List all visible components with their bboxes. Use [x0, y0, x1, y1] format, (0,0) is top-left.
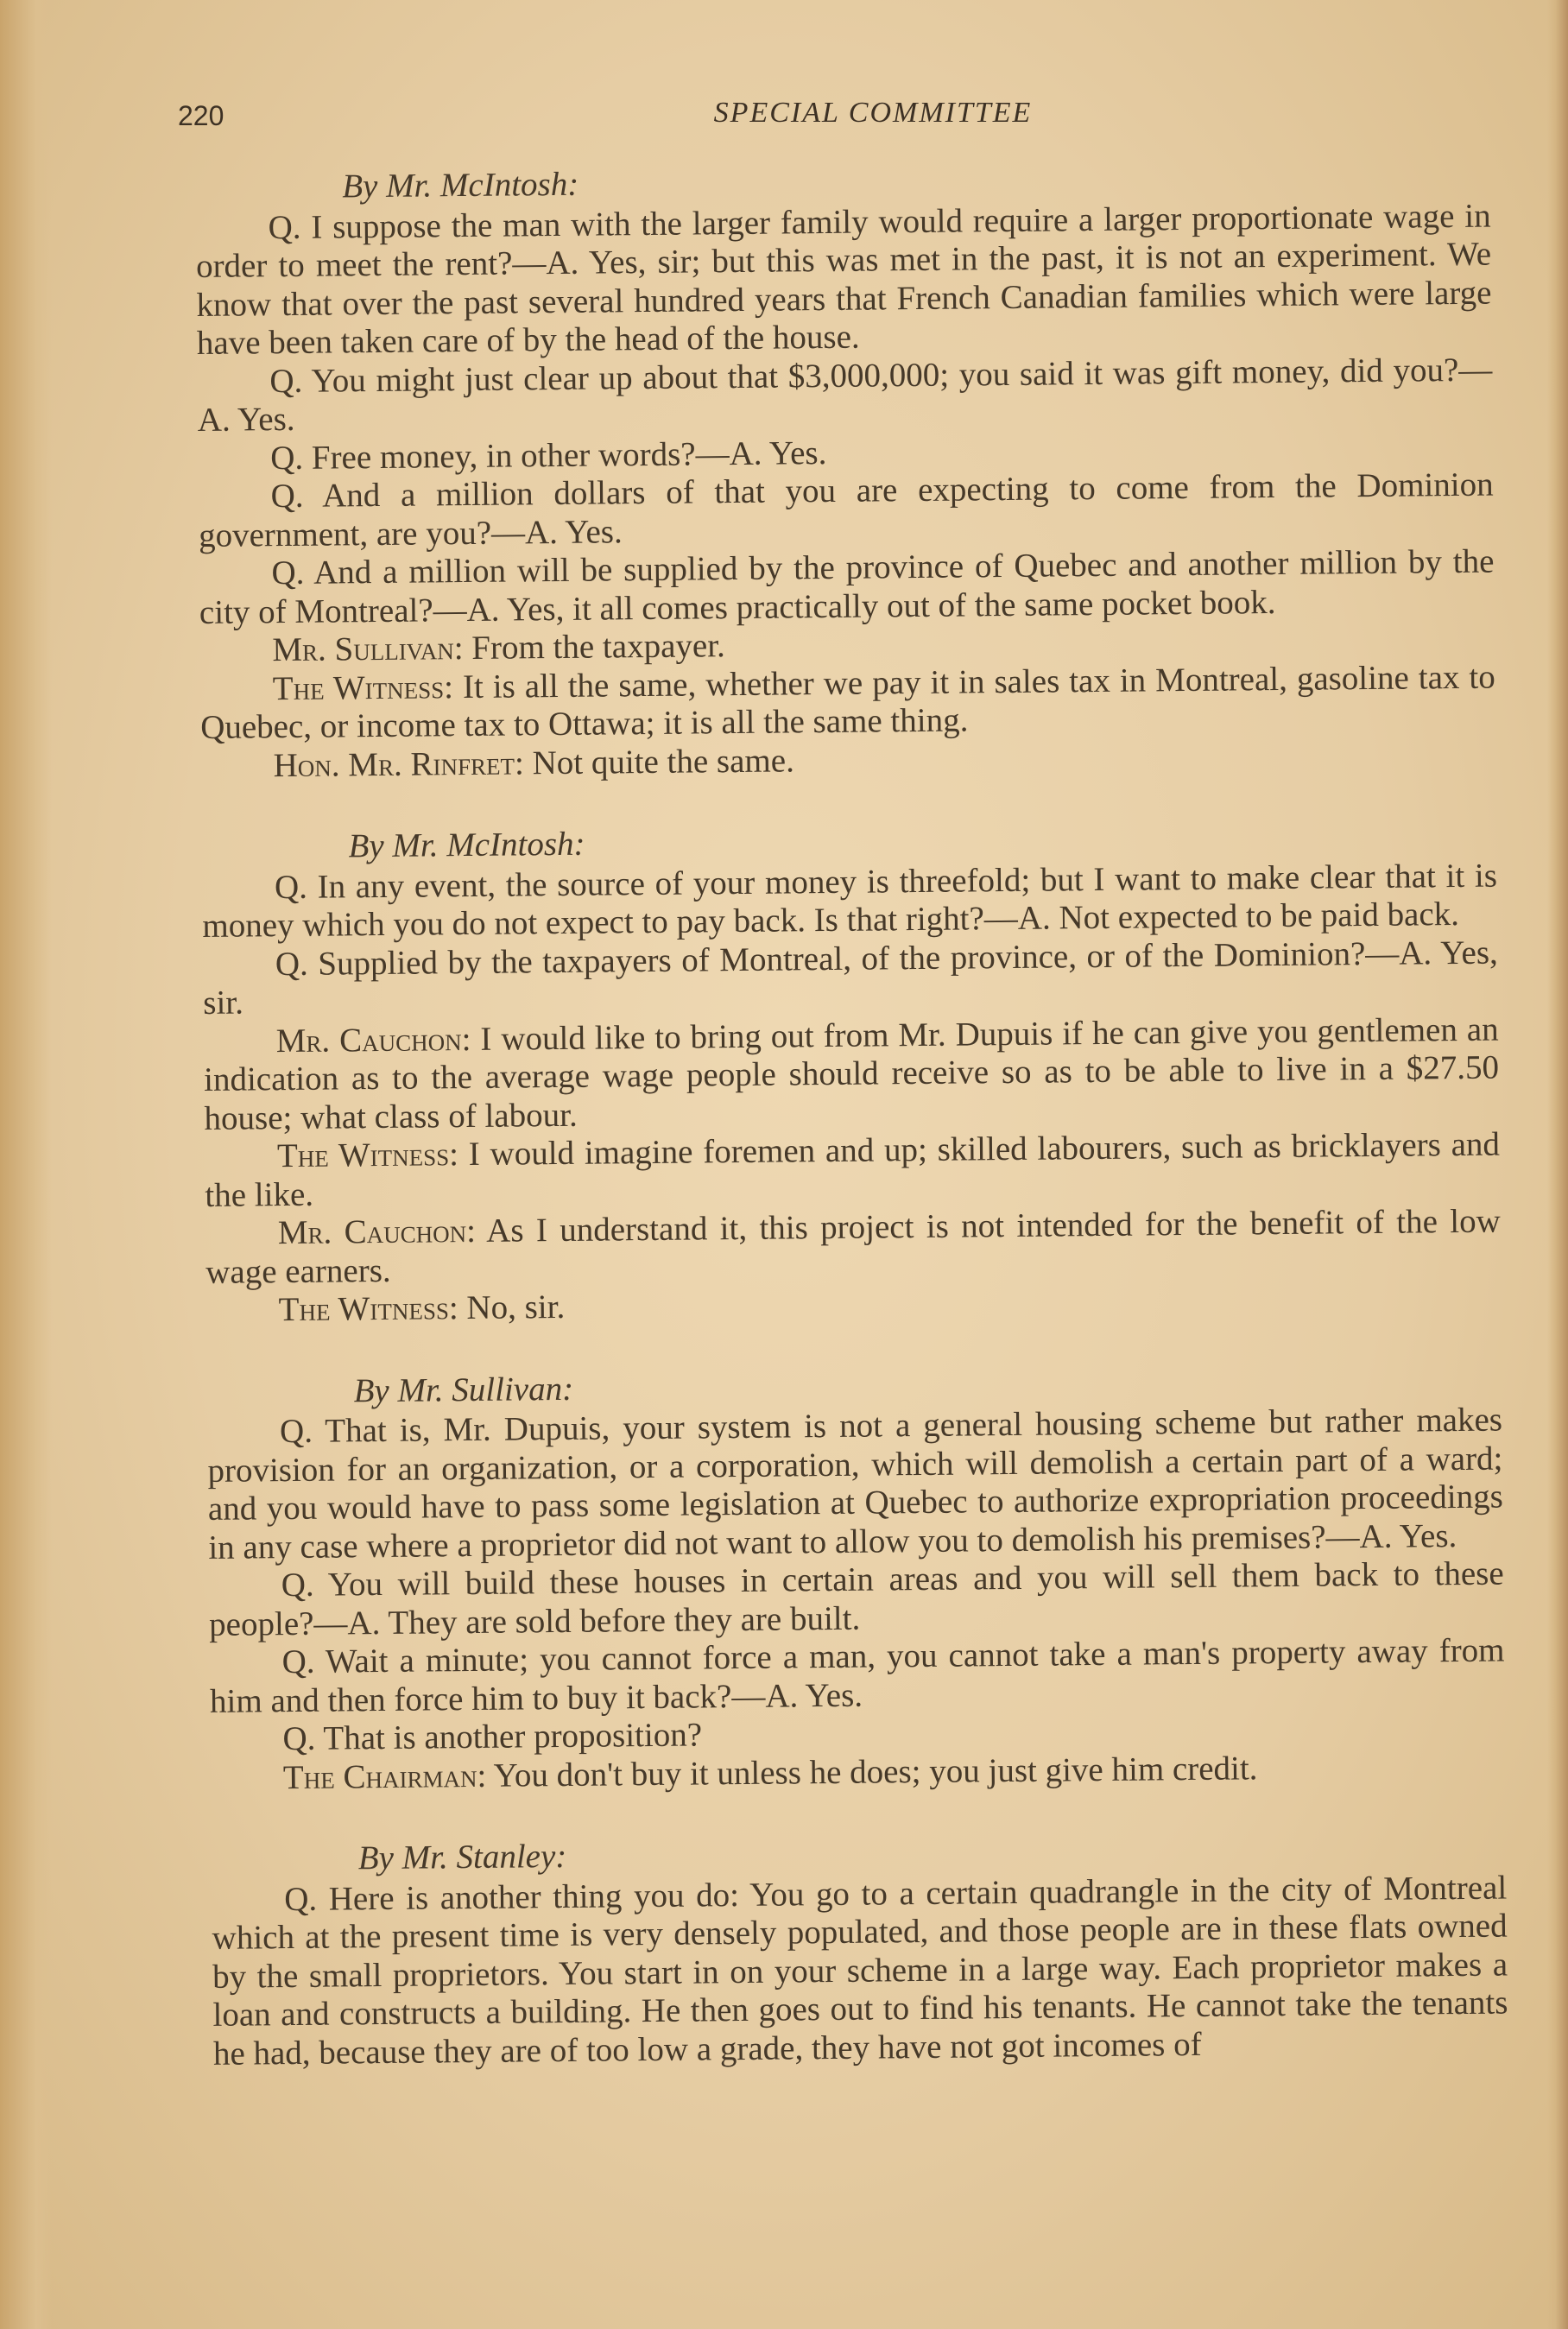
transcript-paragraph: The Chairman: You don't buy it unless he does; you just give him credit.: [282, 1749, 1258, 1796]
running-title: SPECIAL COMMITTEE: [713, 97, 1033, 129]
speaker-name: The Witness:: [278, 1289, 458, 1329]
section-heading: By Mr. McIntosh:: [341, 165, 579, 206]
section-heading: By Mr. Sullivan:: [353, 1370, 574, 1409]
transcript-paragraph: Q. In any event, the source of your money is threefold; but I want to make clear that it is money which you do not expect to pay back. Is that right?—A. Not expected to be paid back.: [202, 857, 1498, 945]
transcript-paragraph: The Witness: No, sir.: [278, 1288, 566, 1329]
transcript-paragraph: The Witness: It is all the same, whether we pay it in sales tax in Montreal, gasoline tax to Quebec, or income tax to Ottawa; it is all the same thing.: [199, 658, 1495, 746]
transcript-paragraph: Q. Here is another thing you do: You go to a certain quadrangle in the city of Montreal which at the present time is very densely populated, and those people are in these flats owned by the small proprietors. You start in on your scheme in a large way. Each proprietor makes a loan and constructs a building. He then goes out to find his tenants. He cannot take the tenants he had, because they are of too low a grade, they have not got incomes of: [212, 1869, 1508, 2073]
page-right-edge: [1547, 0, 1568, 2329]
transcript-paragraph: Q. Supplied by the taxpayers of Montreal, of the province, or of the Dominion?—A. Yes, sir.: [203, 933, 1498, 1022]
transcript-paragraph: Mr. Cauchon: I would like to bring out from Mr. Dupuis if he can give you gentlemen an indication as to the average wage people should receive so as to be able to live in a $27.50 house; what class of labour.: [203, 1010, 1500, 1137]
speaker-name: Hon. Mr. Rinfret:: [273, 744, 525, 784]
transcript-paragraph: Q. You will build these houses in certain areas and you will sell them back to these people?—A. They are sold before they are built.: [208, 1554, 1504, 1643]
speaker-name: The Witness:: [272, 668, 454, 707]
speaker-name: The Witness:: [276, 1136, 459, 1175]
transcript-paragraph: Q. That is another proposition?: [282, 1716, 703, 1758]
speaker-name: Mr. Cauchon:: [277, 1212, 477, 1252]
transcript-body: [195, 157, 1508, 2073]
speaker-name: The Chairman:: [282, 1756, 487, 1796]
page-number: 220: [178, 100, 224, 131]
transcript-paragraph: Q. And a million will be supplied by the province of Quebec and another million by the city of Montreal?—A. Yes, it all comes practically out of the same pocket book.: [199, 542, 1495, 631]
speaker-name: Mr. Sullivan:: [272, 630, 464, 669]
transcript-paragraph: Q. That is, Mr. Dupuis, your system is not a general housing scheme but rather makes provision for an organization, or a corporation, which will demolish a certain part of a ward; and you would have to pass some legislation at Quebec to authorize expropriation proceedings in any case where a proprietor did not want to allow you to demolish his premises?—A. Yes.: [207, 1401, 1504, 1566]
section-heading: By Mr. McIntosh:: [348, 825, 585, 865]
transcript-paragraph: Q. Free money, in other words?—A. Yes.: [270, 434, 827, 477]
transcript-paragraph: The Witness: I would imagine foremen and up; skilled labourers, such as bricklayers and the like.: [205, 1125, 1501, 1214]
transcript-paragraph: Q. Wait a minute; you cannot force a man, you cannot take a man's property away from him and then force him to buy it back?—A. Yes.: [209, 1631, 1505, 1720]
page-header: [178, 97, 1438, 140]
speaker-name: Mr. Cauchon:: [275, 1020, 471, 1060]
transcript-paragraph: Mr. Sullivan: From the taxpayer.: [272, 627, 725, 669]
transcript-paragraph: Q. And a million dollars of that you are expecting to come from the Dominion government, are you?—A. Yes.: [198, 465, 1494, 554]
section-heading: By Mr. Stanley:: [357, 1837, 567, 1877]
transcript-paragraph: Q. I suppose the man with the larger family would require a larger proportionate wage in order to meet the rent?—A. Yes, sir; but this was met in the past, it is not an experiment. We know that over the past several hundred years that French Canadian families which were large have been taken care of by the head of the house.: [195, 197, 1492, 362]
transcript-paragraph: Q. You might just clear up about that $3,000,000; you said it was gift money, did you?—A. Yes.: [197, 351, 1493, 439]
transcript-paragraph: Hon. Mr. Rinfret: Not quite the same.: [273, 741, 795, 784]
transcript-paragraph: Mr. Cauchon: As I understand it, this project is not intended for the benefit of the low wage earners.: [205, 1202, 1501, 1291]
page-left-edge: [0, 0, 52, 2329]
